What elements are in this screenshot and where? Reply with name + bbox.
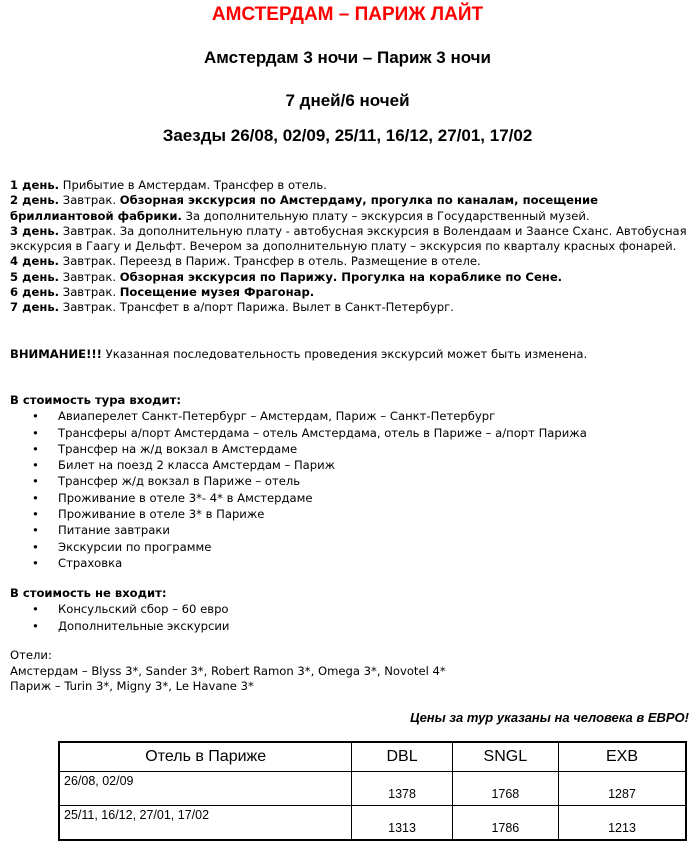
attention-note (10, 347, 690, 362)
price-note: Цены за тур указаны на человека в ЕВРО! (410, 710, 689, 725)
included-list (10, 408, 690, 571)
price-exb: 1287 (559, 772, 687, 806)
list-item: • Авиаперелет Санкт-Петербург – Амстердам, Париж – Санкт-Петербург (10, 408, 690, 424)
table-header-row (59, 742, 686, 772)
tour-departures: Заезды 26/08, 02/09, 25/11, 16/12, 27/01, 17/02 (162, 126, 533, 145)
column-header: Отель в Париже (59, 742, 352, 772)
hotels-heading: Отели: (10, 648, 52, 662)
tour-subtitle: Амстердам 3 ночи – Париж 3 ночи (203, 48, 491, 67)
list-item: • Трансфер ж/д вокзал в Париже – отель (10, 473, 690, 489)
itinerary-day: 7 день. Завтрак. Трансфет в а/порт Парижа. Вылет в Санкт-Петербург. (10, 300, 454, 315)
list-item: • Страховка (10, 555, 690, 571)
price-sngl: 1786 (452, 806, 558, 841)
list-item: • Трансфер на ж/д вокзал в Амстердаме (10, 441, 690, 457)
list-item: • Питание завтраки (10, 522, 690, 538)
price-dbl: 1313 (352, 806, 452, 841)
column-header: EXB (559, 742, 687, 772)
itinerary-day: 1 день. Прибытие в Амстердам. Трансфер в отель. (10, 178, 327, 192)
price-table (58, 741, 687, 841)
table-row (59, 772, 686, 806)
itinerary-day: 2 день. Завтрак. Обзорная экскурсия по Амстердаму, прогулка по каналам, посещение бриллиантовой фабрики. За дополнительную плату – экскурсия в Государственный музей. (10, 193, 598, 223)
price-dbl: 1378 (352, 772, 452, 806)
row-dates: 25/11, 16/12, 27/01, 17/02 (59, 806, 352, 841)
list-item: • Трансферы а/порт Амстердама – отель Амстердама, отель в Париже – а/порт Парижа (10, 425, 690, 441)
tour-duration: 7 дней/6 ночей (285, 91, 410, 110)
included-section (10, 393, 690, 571)
not-included-heading: В стоимость не входит: (10, 586, 167, 600)
not-included-section (10, 586, 690, 634)
attention-text: Указанная последовательность проведения экскурсий может быть изменена. (101, 347, 588, 361)
list-item: • Проживание в отеле 3* в Париже (10, 506, 690, 522)
included-heading: В стоимость тура входит: (10, 393, 182, 407)
row-dates: 26/08, 02/09 (59, 772, 352, 806)
list-item: • Билет на поезд 2 класса Амстердам – Париж (10, 457, 690, 473)
attention-label: ВНИМАНИЕ!!! (10, 347, 102, 361)
itinerary-day: 4 день. Завтрак. Переезд в Париж. Трансфер в отель. Размещение в отеле. (10, 254, 481, 269)
list-item: • Дополнительные экскурсии (10, 618, 690, 634)
price-exb: 1213 (559, 806, 687, 841)
hotels-amsterdam: Амстердам – Blyss 3*, Sander 3*, Robert Ramon 3*, Omega 3*, Novotel 4* (10, 663, 446, 678)
price-sngl: 1768 (452, 772, 558, 806)
table-row (59, 806, 686, 841)
itinerary-day: 6 день. Завтрак. Посещение музея Фрагонар. (10, 285, 315, 300)
itinerary (10, 178, 690, 316)
hotels-paris: Париж – Turin 3*, Migny 3*, Le Havane 3* (10, 679, 254, 693)
list-item: • Консульский сбор – 60 евро (10, 601, 690, 617)
tour-title: АМСТЕРДАМ – ПАРИЖ ЛАЙТ (211, 4, 484, 25)
column-header: SNGL (452, 742, 558, 772)
itinerary-day: 5 день. Завтрак. Обзорная экскурсия по Парижу. Прогулка на кораблике по Сене. (10, 269, 563, 284)
column-header: DBL (352, 742, 452, 772)
not-included-list (10, 601, 690, 634)
list-item: • Экскурсии по программе (10, 539, 690, 555)
hotels-section (10, 648, 690, 695)
list-item: • Проживание в отеле 3*- 4* в Амстердаме (10, 490, 690, 506)
itinerary-day: 3 день. Завтрак. За дополнительную плату - автобусная экскурсия в Волендаам и Заансе Сханс. Автобусная экскурсия в Гаагу и Дельфт. Вечером за дополнительную плату – экскурсия по кварталу красных фонарей. (10, 223, 687, 254)
